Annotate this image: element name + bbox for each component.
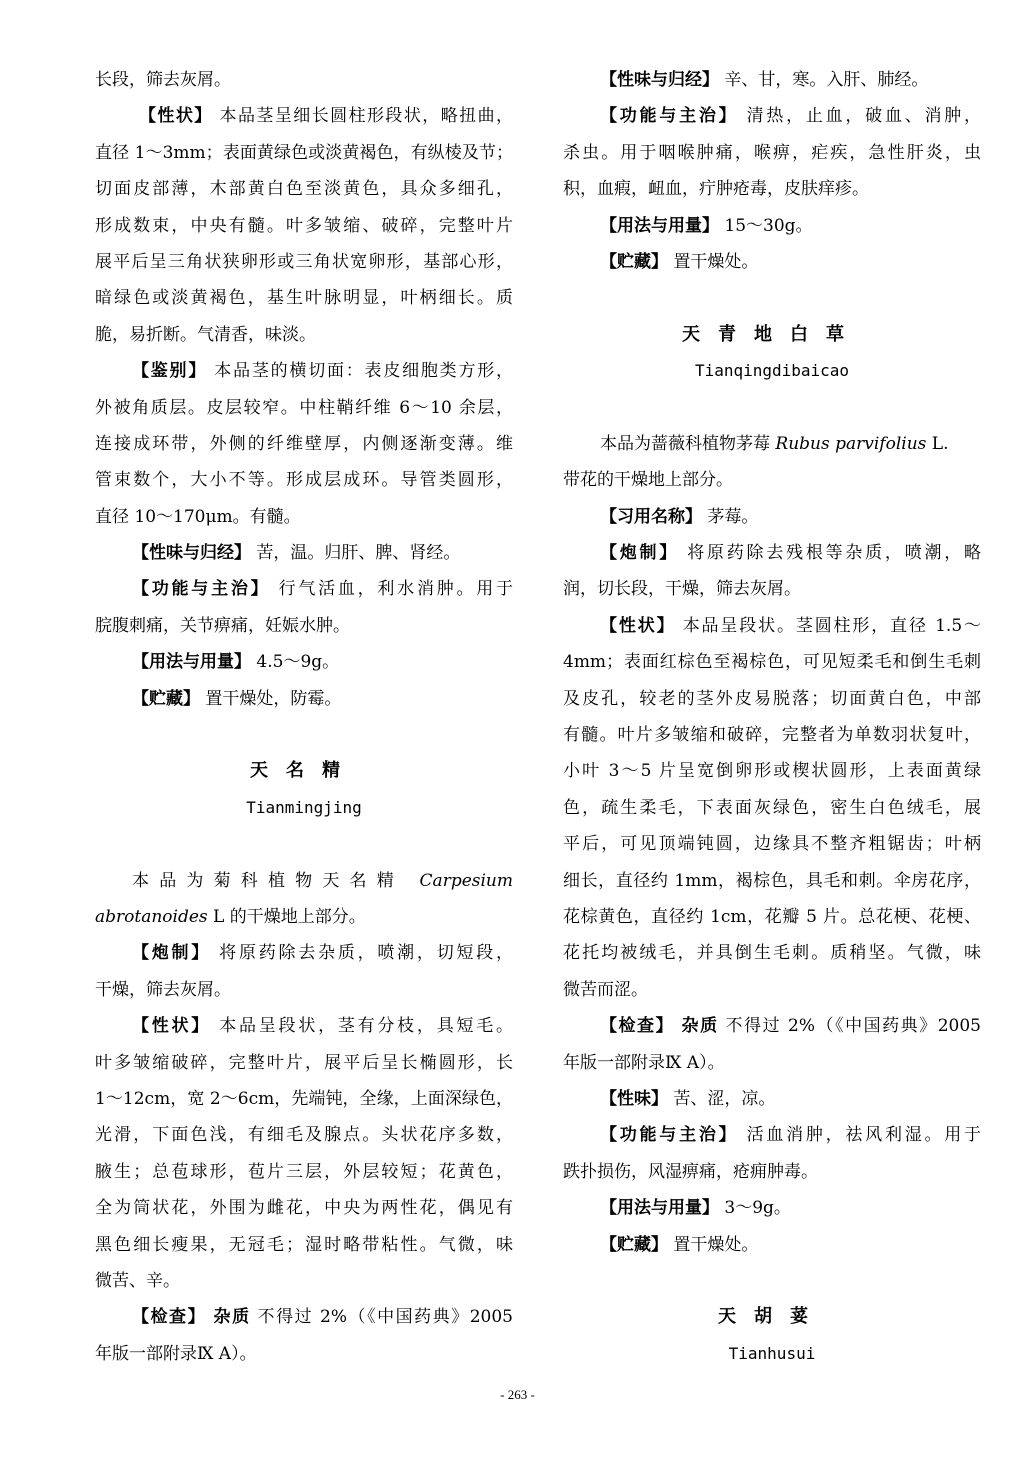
text-run: 置干燥处。 [668,251,759,272]
text-line: 带花的干燥地上部分。 [563,470,733,491]
text-line [563,208,981,244]
text-run: 将原药除去杂质，喷潮，切短段， [211,943,513,964]
section-label: 【功能与主治】 [132,579,271,600]
text-line [563,1117,981,1153]
text-line [95,935,513,971]
latin-name: Rubus parvifolius [775,433,927,454]
entry-pinyin: Tianhusui [728,1343,816,1363]
text-line: 外被角质层。皮层较窄。中柱鞘纤维 6～10 余层， [95,397,513,418]
text-line [95,353,513,389]
text-line [563,1227,981,1263]
text-run: L. [926,433,949,454]
text-line: 4mm；表面红棕色至褐棕色，可见短柔毛和倒生毛刺 [563,652,981,673]
text-run: 不得过 2%（《中国药典》2005 [250,1307,513,1328]
text-line [95,535,513,571]
text-line: 跌扑损伤，风湿痹痛，疮痈肿毒。 [563,1161,818,1182]
text-line: 1～12cm，宽 2～6cm，先端钝，全缘，上面深绿色， [95,1088,513,1109]
text-line [563,98,981,134]
page-number: - 263 - [500,1387,535,1402]
text-line: 暗绿色或淡黄褐色，基生叶脉明显，叶柄细长。质 [95,288,513,309]
text-line: 脆，易折断。气清香，味淡。 [95,324,316,345]
text-line: 管束数个，大小不等。形成层成环。导管类圆形， [95,470,513,491]
text-line [95,863,513,899]
text-line [95,1299,513,1335]
text-line: 连接成环带，外侧的纤维壁厚，内侧逐渐变薄。维 [95,433,513,454]
entry-pinyin: Tianmingjing [246,797,362,817]
text-line [563,426,981,462]
text-run: 行气活血，利水消肿。用于 [270,579,513,600]
text-line: 杀虫。用于咽喉肿痛，喉痹，疟疾，急性肝炎，虫 [563,142,981,163]
text-line [563,244,981,280]
section-label: 【鉴别】 [132,361,208,382]
text-line [563,1081,981,1117]
text-line: 脘腹刺痛，关节痹痛，妊娠水肿。 [95,615,350,636]
text-line [95,899,513,935]
spacer [95,717,513,753]
section-label: 【功能与主治】 [600,106,739,127]
section-sublabel: 杂质 [206,1307,251,1328]
section-label: 【炮制】 [600,543,680,564]
text-line: 及皮孔，较老的茎外皮易脱落；切面黄白色，中部 [563,688,981,709]
spacer [563,280,981,316]
text-line [563,1190,981,1226]
text-run: 本品呈段状。茎圆柱形，直径 1.5～ [675,615,981,636]
text-line [95,98,513,134]
section-label: 【习用名称】 [600,506,702,527]
section-label: 【用法与用量】 [600,1198,719,1219]
section-label: 【用法与用量】 [132,652,251,673]
text-line: 有髓。叶片多皱缩和破碎，完整者为单数羽状复叶， [563,725,981,746]
section-label: 【性味】 [600,1088,668,1109]
section-label: 【用法与用量】 [600,215,719,236]
text-line: 直径 1～3mm；表面黄绿色或淡黄褐色，有纵棱及节； [95,142,513,163]
text-line [95,1008,513,1044]
section-label: 【贮藏】 [132,688,200,709]
text-line: 积，血瘕，衄血，疔肿疮毒，皮肤痒疹。 [563,179,869,200]
latin-name: Carpesium [419,870,513,891]
spacer [95,826,513,862]
entry-title: 天胡荽 [718,1306,826,1328]
text-run: 置干燥处，防霉。 [200,688,342,709]
text-run: 清热，止血，破血、消肿， [738,106,981,127]
text-line: 形成数束，中央有髓。叶多皱缩、破碎，完整叶片 [95,215,513,236]
section-sublabel: 杂质 [674,1016,719,1037]
text-run: 15～30g。 [719,215,813,236]
text-line: 年版一部附录Ⅸ A）。 [95,1343,257,1364]
text-run: 辛、甘，寒。入肝、肺经。 [719,70,929,90]
section-label: 【贮藏】 [600,251,668,272]
text-line [95,681,513,717]
text-line [563,535,981,571]
text-run: 本品为蔷薇科植物茅莓 [600,433,776,454]
entry-pinyin: Tianqingdibaicao [694,361,850,381]
text-run: 苦、涩，凉。 [668,1088,776,1109]
section-label: 【性状】 [139,106,213,127]
text-line: 平后，可见顶端钝圆，边缘具不整齐粗锯齿；叶柄 [563,834,981,855]
text-line: 微苦、辛。 [95,1270,180,1291]
section-label: 【性味与归经】 [132,543,251,564]
text-line: 展平后呈三角状狭卵形或三角状宽卵形，基部心形， [95,251,513,272]
section-label: 【检查】 [600,1016,675,1037]
text-line: 花棕黄色，直径约 1cm，花瓣 5 片。总花梗、花梗、 [563,906,981,927]
entry-title: 天名精 [250,760,358,782]
text-run: 本品茎呈细长圆柱形段状，略扭曲， [212,106,513,127]
text-line: 花托均被绒毛，并具倒生毛刺。质稍坚。气微，味 [563,943,981,964]
left-column [95,62,513,1372]
section-label: 【性状】 [132,1016,212,1037]
section-label: 【检查】 [132,1307,207,1328]
text-line: 黑色细长瘦果，无冠毛；湿时略带粘性。气微，味 [95,1234,513,1255]
entry-title: 天青地白草 [682,323,862,345]
text-line: 润，切长段，干燥，筛去灰屑。 [563,579,801,600]
text-line: 细长，直径约 1mm，褐棕色，具毛和刺。伞房花序， [563,870,981,891]
text-line: 全为筒状花，外围为雌花，中央为两性花，偶见有 [95,1198,513,1219]
text-run: 不得过 2%（《中国药典》2005 [718,1016,981,1037]
text-line [563,608,981,644]
text-run: 本品为菊科植物天名精 [132,870,420,891]
text-run: 茅莓。 [702,506,759,527]
section-label: 【功能与主治】 [600,1125,739,1146]
text-run: 本品呈段状，茎有分枝，具短毛。 [211,1016,513,1037]
text-line: 叶多皱缩破碎，完整叶片，展平后呈长椭圆形，长 [95,1052,513,1073]
text-line: 微苦而涩。 [563,979,648,1000]
right-column [563,62,981,1372]
text-line: 小叶 3～5 片呈宽倒卵形或楔状圆形，上表面黄绿 [563,761,981,782]
text-run: 3～9g。 [719,1198,791,1219]
text-line: 腋生；总苞球形，苞片三层，外层较短；花黄色， [95,1161,513,1182]
section-label: 【炮制】 [132,943,212,964]
text-run: L 的干燥地上部分。 [207,906,366,927]
latin-name: abrotanoides [95,906,208,927]
text-line: 切面皮部薄，木部黄白色至淡黄色，具众多细孔， [95,179,513,200]
text-line [95,644,513,680]
text-run: 本品茎的横切面：表皮细胞类方形， [207,361,513,382]
text-line [563,62,981,98]
text-run: 4.5～9g。 [251,652,340,673]
text-run: 将原药除去残根等杂质，喷潮，略 [679,543,981,564]
spacer [563,390,981,426]
text-line: 直径 10～170μm。有髓。 [95,506,301,527]
text-line: 色，疏生柔毛，下表面灰绿色，密生白色绒毛，展 [563,797,981,818]
text-run: 苦，温。归肝、脾、肾经。 [251,543,461,564]
spacer [563,1263,981,1299]
section-label: 【贮藏】 [600,1234,668,1255]
text-run: 活血消肿，祛风利湿。用于 [738,1125,981,1146]
text-line [95,571,513,607]
text-line: 年版一部附录Ⅸ A）。 [563,1052,725,1073]
section-label: 【性状】 [600,615,676,636]
text-line: 干燥，筛去灰屑。 [95,979,231,1000]
text-line: 光滑，下面色浅，有细毛及腺点。头状花序多数， [95,1125,513,1146]
text-line [563,499,981,535]
text-line [563,1008,981,1044]
section-label: 【性味与归经】 [600,70,719,90]
text-run: 置干燥处。 [668,1234,759,1255]
text-line: 长段，筛去灰屑。 [95,70,231,90]
